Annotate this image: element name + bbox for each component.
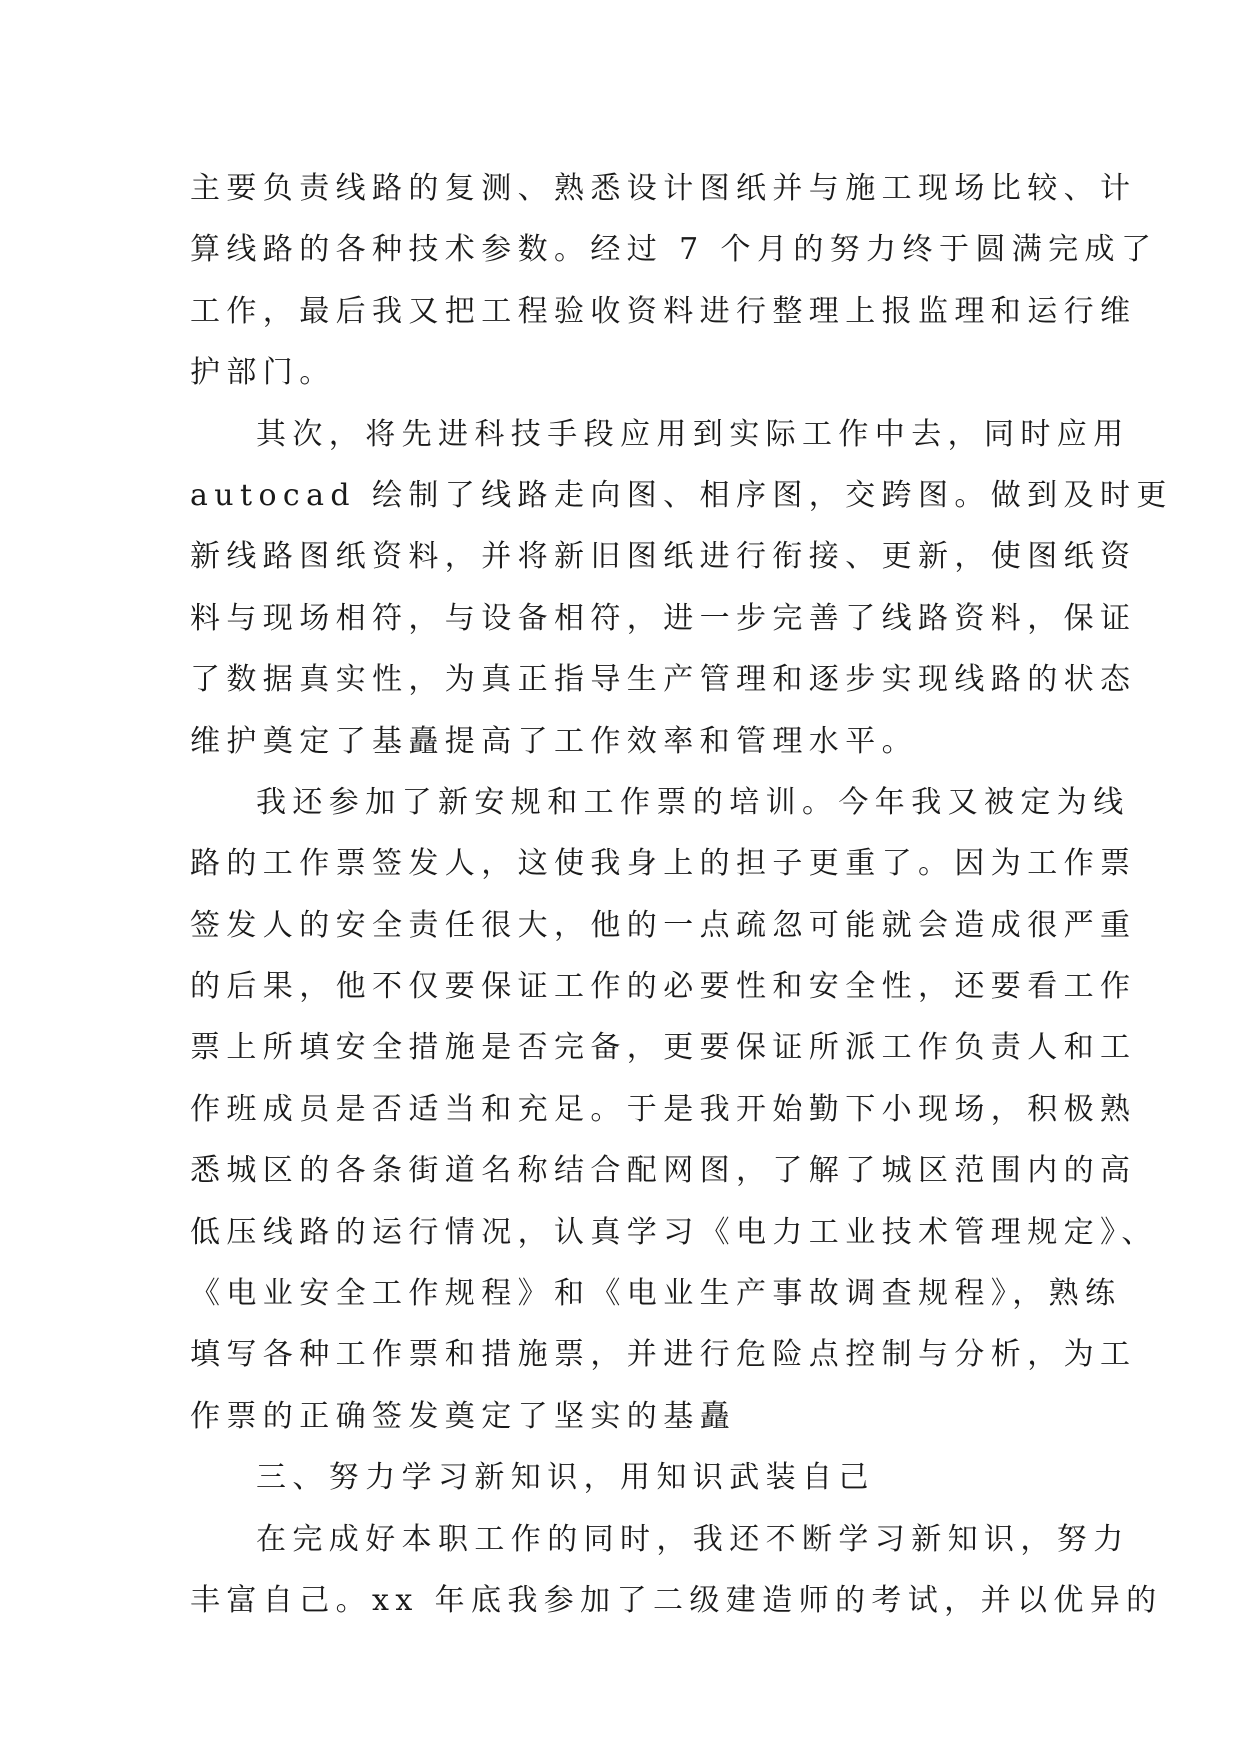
text-line: 工作，最后我又把工程验收资料进行整理上报监理和运行维 bbox=[190, 293, 1137, 329]
text-line: 低压线路的运行情况，认真学习《电力工业技术管理规定》、 bbox=[190, 1214, 1158, 1250]
text-line: 维护奠定了基矗提高了工作效率和管理水平。 bbox=[190, 723, 918, 759]
text-line: 作班成员是否适当和充足。于是我开始勤下小现场，积极熟 bbox=[190, 1091, 1137, 1127]
text-line: 签发人的安全责任很大，他的一点疏忽可能就会造成很严重 bbox=[190, 907, 1137, 943]
text-line: 算线路的各种技术参数。经过 7 个月的努力终于圆满完成了 bbox=[190, 232, 1158, 268]
text-line: autocad 绘制了线路走向图、相序图，交跨图。做到及时更 bbox=[190, 477, 1173, 513]
text-line: 票上所填安全措施是否完备，更要保证所派工作负责人和工 bbox=[190, 1030, 1137, 1066]
text-line: 料与现场相符，与设备相符，进一步完善了线路资料，保证 bbox=[190, 600, 1137, 636]
paragraph-first-line: 其次，将先进科技手段应用到实际工作中去，同时应用 bbox=[256, 416, 1130, 452]
text-line: 丰富自己。xx 年底我参加了二级建造师的考试，并以优异的 bbox=[190, 1582, 1163, 1618]
paragraph-first-line: 我还参加了新安规和工作票的培训。今年我又被定为线 bbox=[256, 784, 1130, 820]
text-line: 护部门。 bbox=[190, 355, 336, 391]
document-body bbox=[190, 158, 1173, 1631]
text-line: 的后果，他不仅要保证工作的必要性和安全性，还要看工作 bbox=[190, 969, 1137, 1005]
text-line: 填写各种工作票和措施票，并进行危险点控制与分析，为工 bbox=[190, 1337, 1137, 1373]
text-line: 《电业安全工作规程》和《电业生产事故调查规程》，熟练 bbox=[190, 1276, 1122, 1312]
text-line: 悉城区的各条街道名称结合配网图，了解了城区范围内的高 bbox=[190, 1153, 1137, 1189]
paragraph-first-line: 在完成好本职工作的同时，我还不断学习新知识，努力 bbox=[256, 1521, 1130, 1557]
text-line: 作票的正确签发奠定了坚实的基矗 bbox=[190, 1398, 736, 1434]
section-heading: 三、努力学习新知识，用知识武装自己 bbox=[256, 1460, 875, 1496]
text-line: 新线路图纸资料，并将新旧图纸进行衔接、更新，使图纸资 bbox=[190, 539, 1137, 575]
text-line: 了数据真实性，为真正指导生产管理和逐步实现线路的状态 bbox=[190, 662, 1137, 698]
text-line: 主要负责线路的复测、熟悉设计图纸并与施工现场比较、计 bbox=[190, 171, 1137, 206]
text-line: 路的工作票签发人，这使我身上的担子更重了。因为工作票 bbox=[190, 846, 1137, 882]
